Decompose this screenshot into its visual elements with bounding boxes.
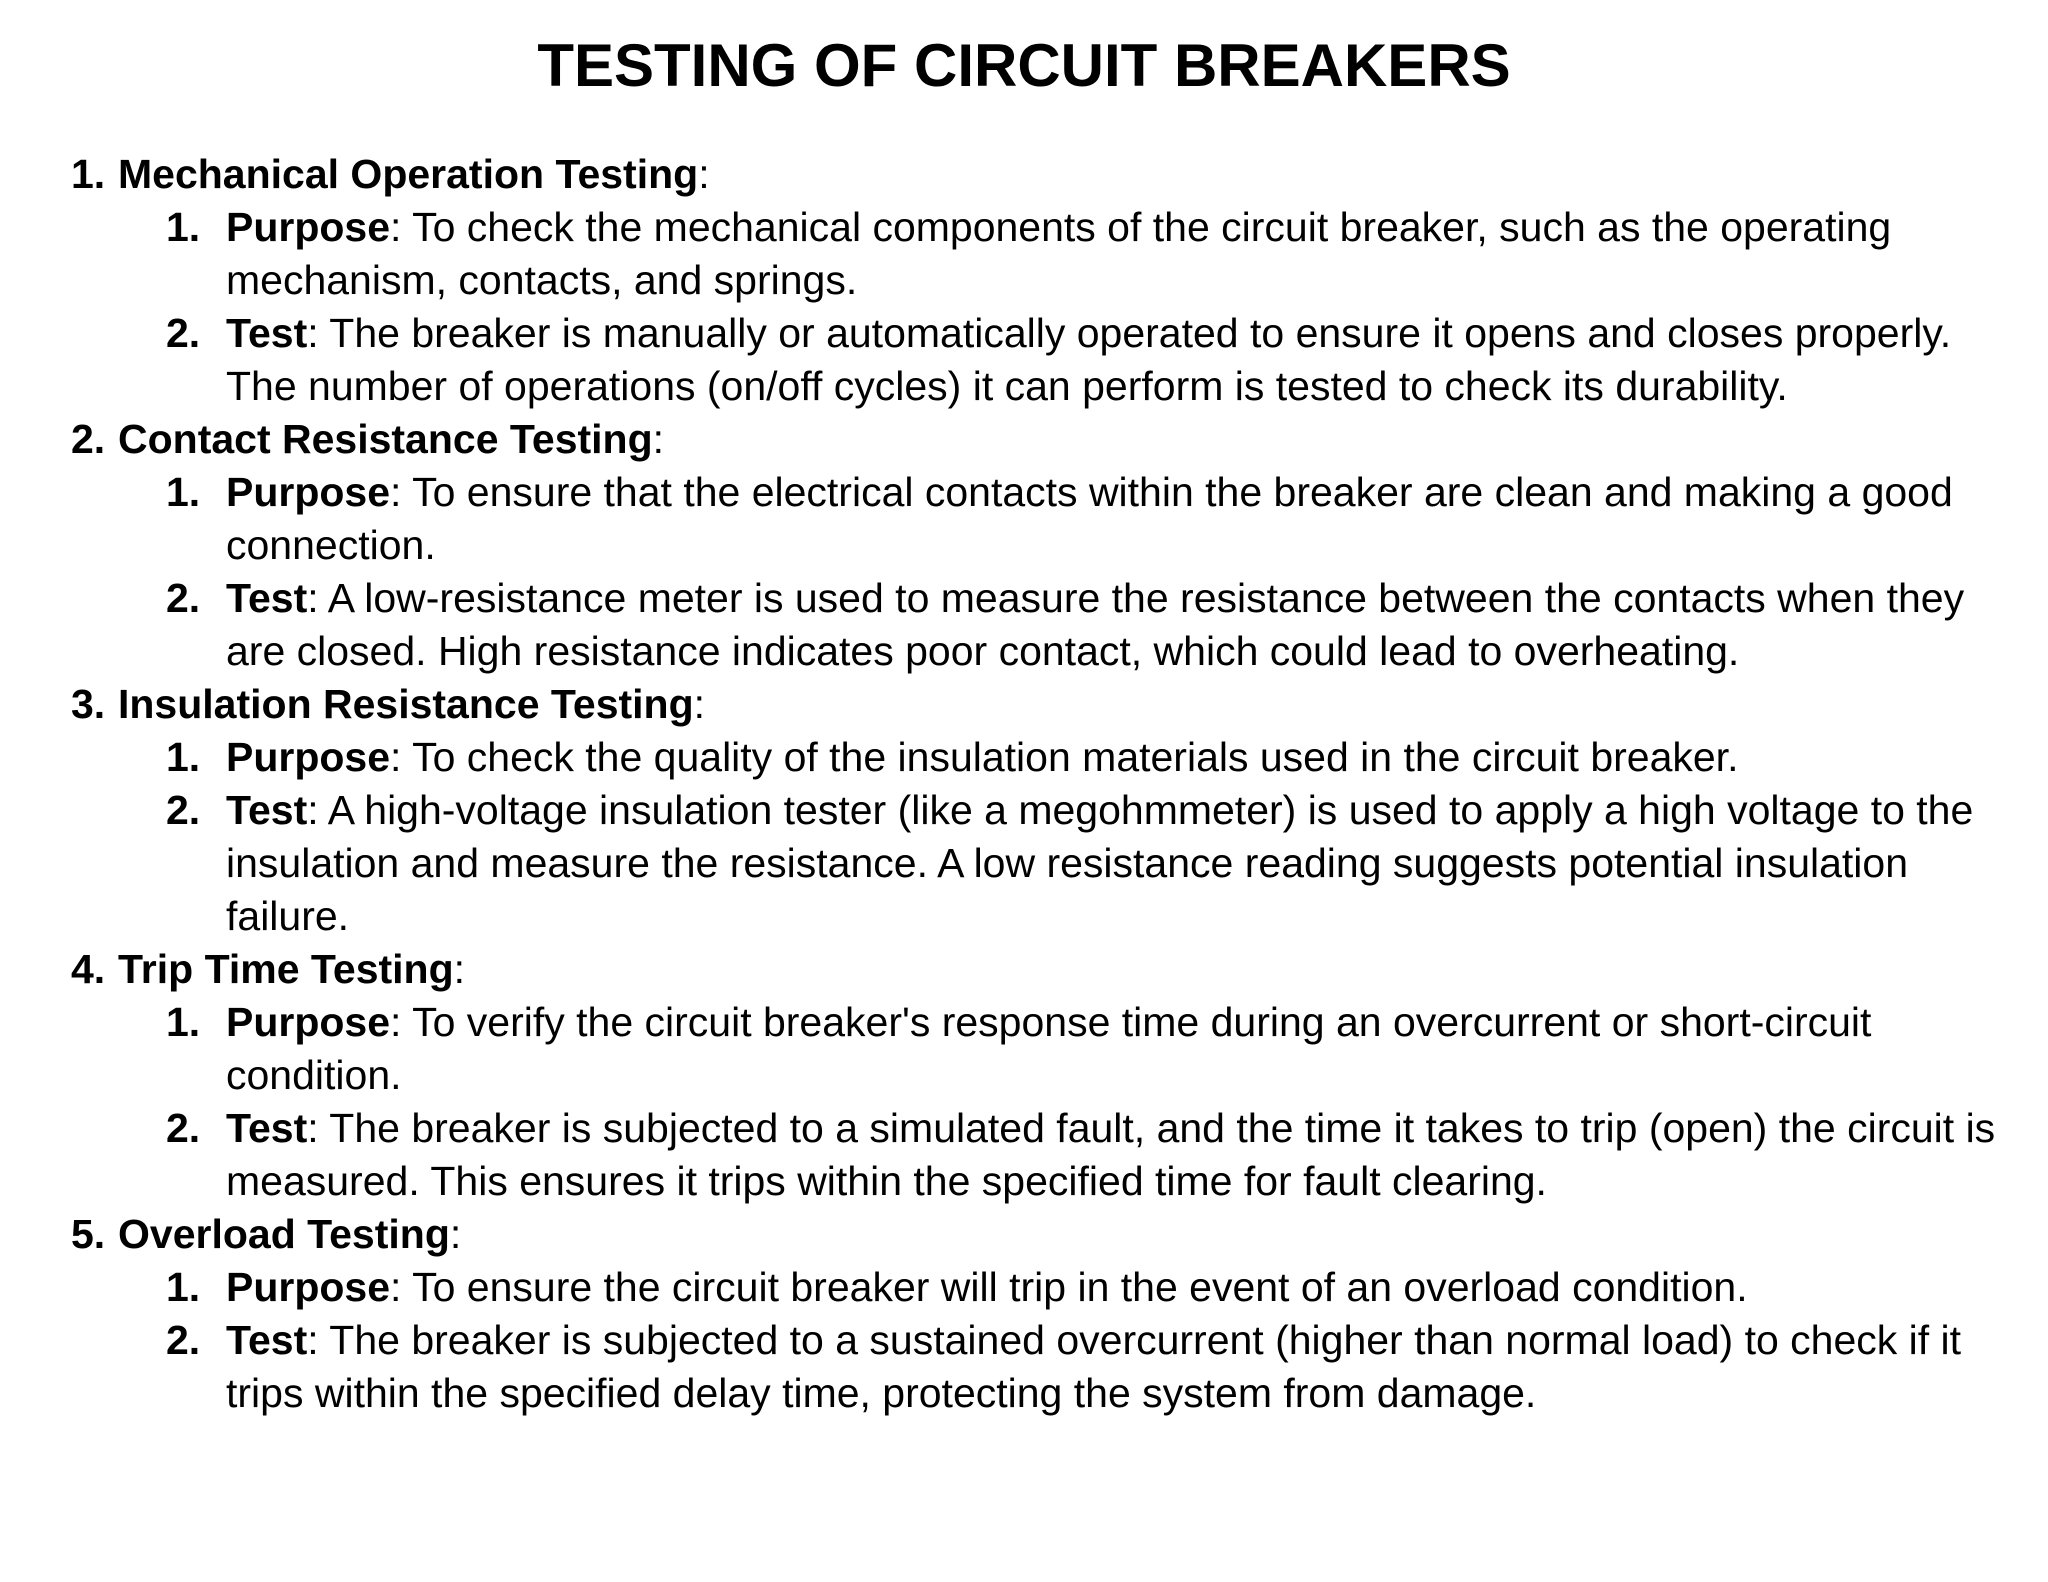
list-item-purpose bbox=[0, 996, 2048, 1102]
section-title: Contact Resistance Testing bbox=[118, 416, 653, 462]
section-title: Insulation Resistance Testing bbox=[118, 681, 694, 727]
section-insulation-resistance-testing bbox=[0, 678, 2048, 943]
section-mechanical-operation-testing bbox=[0, 148, 2048, 413]
item-text: : To check the mechanical components of the circuit breaker, such as the operating mechanism, contacts, and springs. bbox=[226, 204, 1892, 303]
section-number: 4. bbox=[71, 946, 106, 992]
section-list bbox=[0, 148, 2048, 1420]
section-heading bbox=[0, 1208, 2048, 1261]
item-label: Purpose bbox=[226, 734, 391, 780]
section-heading bbox=[0, 148, 2048, 201]
list-item-purpose bbox=[0, 731, 2048, 784]
section-colon: : bbox=[449, 1211, 462, 1257]
page-title: TESTING OF CIRCUIT BREAKERS bbox=[537, 32, 1511, 99]
list-item-test bbox=[0, 572, 2048, 678]
item-text: : To ensure that the electrical contacts within the breaker are clean and making a good connection. bbox=[226, 469, 1953, 568]
item-label: Test bbox=[226, 575, 308, 621]
item-label: Purpose bbox=[226, 1264, 391, 1310]
item-number: 1. bbox=[166, 204, 201, 250]
list-item-purpose bbox=[0, 1261, 2048, 1314]
item-text: : To ensure the circuit breaker will trip in the event of an overload condition. bbox=[390, 1264, 1748, 1310]
item-number: 2. bbox=[166, 575, 201, 621]
item-text: : The breaker is subjected to a simulated fault, and the time it takes to trip (open) the circuit is measured. This ensures it trips within the specified time for fault clearing. bbox=[226, 1105, 1996, 1204]
section-heading bbox=[0, 678, 2048, 731]
section-number: 1. bbox=[71, 151, 106, 197]
section-number: 5. bbox=[71, 1211, 106, 1257]
item-number: 2. bbox=[166, 787, 201, 833]
item-label: Test bbox=[226, 310, 308, 356]
item-label: Purpose bbox=[226, 999, 391, 1045]
item-label: Test bbox=[226, 1105, 308, 1151]
section-title: Mechanical Operation Testing bbox=[118, 151, 699, 197]
item-number: 1. bbox=[166, 1264, 201, 1310]
section-title: Overload Testing bbox=[118, 1211, 450, 1257]
list-item-purpose bbox=[0, 201, 2048, 307]
item-number: 1. bbox=[166, 734, 201, 780]
section-number: 3. bbox=[71, 681, 106, 727]
item-text: : To check the quality of the insulation materials used in the circuit breaker. bbox=[390, 734, 1739, 780]
item-label: Purpose bbox=[226, 204, 391, 250]
section-contact-resistance-testing bbox=[0, 413, 2048, 678]
item-label: Purpose bbox=[226, 469, 391, 515]
list-item-test bbox=[0, 307, 2048, 413]
section-heading bbox=[0, 943, 2048, 996]
section-overload-testing bbox=[0, 1208, 2048, 1420]
item-number: 2. bbox=[166, 1317, 201, 1363]
item-label: Test bbox=[226, 787, 308, 833]
section-heading bbox=[0, 413, 2048, 466]
section-colon: : bbox=[652, 416, 665, 462]
item-number: 1. bbox=[166, 469, 201, 515]
item-number: 2. bbox=[166, 1105, 201, 1151]
item-label: Test bbox=[226, 1317, 308, 1363]
item-text: : The breaker is subjected to a sustained overcurrent (higher than normal load) to check if it trips within the specified delay time, protecting the system from damage. bbox=[226, 1317, 1962, 1416]
item-text: : A low-resistance meter is used to measure the resistance between the contacts when they are closed. High resistance indicates poor contact, which could lead to overheating. bbox=[226, 575, 1965, 674]
section-colon: : bbox=[693, 681, 706, 727]
list-item-purpose bbox=[0, 466, 2048, 572]
section-colon: : bbox=[453, 946, 466, 992]
item-text: : The breaker is manually or automatically operated to ensure it opens and closes properly. The number of operations (on/off cycles) it can perform is tested to check its durability. bbox=[226, 310, 1952, 409]
list-item-test bbox=[0, 784, 2048, 943]
section-title: Trip Time Testing bbox=[118, 946, 454, 992]
item-text: : To verify the circuit breaker's response time during an overcurrent or short-circuit condition. bbox=[226, 999, 1872, 1098]
item-number: 2. bbox=[166, 310, 201, 356]
item-text: : A high-voltage insulation tester (like a megohmmeter) is used to apply a high voltage to the insulation and measure the resistance. A low resistance reading suggests potential insulation failure. bbox=[226, 787, 1974, 939]
section-number: 2. bbox=[71, 416, 106, 462]
section-trip-time-testing bbox=[0, 943, 2048, 1208]
list-item-test bbox=[0, 1314, 2048, 1420]
list-item-test bbox=[0, 1102, 2048, 1208]
item-number: 1. bbox=[166, 999, 201, 1045]
section-colon: : bbox=[698, 151, 710, 197]
